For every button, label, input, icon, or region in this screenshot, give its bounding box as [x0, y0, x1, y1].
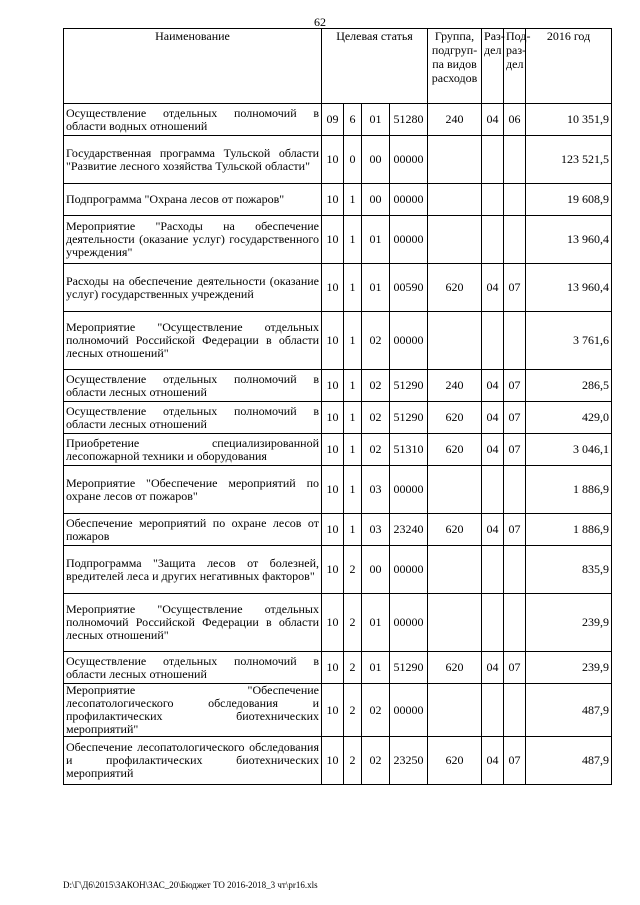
table-row: [64, 216, 612, 264]
target-code-4: 23240: [390, 514, 428, 546]
target-code-3: 00: [362, 184, 390, 216]
target-code-4: 51290: [390, 652, 428, 684]
target-code-2: 1: [344, 402, 362, 434]
row-name: Мероприятие "Расходы на обеспечение деятельности (оказание услуг) государственного учреждения": [64, 216, 322, 264]
target-code-3: 01: [362, 652, 390, 684]
target-code-3: 03: [362, 514, 390, 546]
table-row: [64, 104, 612, 136]
row-name: Приобретение специализированной лесопожарной техники и оборудования: [64, 434, 322, 466]
group-code: 620: [428, 652, 482, 684]
page-number: 62: [314, 15, 326, 29]
target-code-1: 10: [322, 136, 344, 184]
row-name: Государственная программа Тульской области "Развитие лесного хозяйства Тульской области": [64, 136, 322, 184]
table-row: [64, 737, 612, 785]
table-row: [64, 264, 612, 312]
header-target-article: Целевая статья: [322, 29, 428, 104]
amount: 19 608,9: [526, 184, 612, 216]
row-name: Подпрограмма "Охрана лесов от пожаров": [64, 184, 322, 216]
target-code-2: 1: [344, 514, 362, 546]
target-code-4: 51310: [390, 434, 428, 466]
target-code-3: 02: [362, 684, 390, 737]
amount: 239,9: [526, 594, 612, 652]
razdel-code: [482, 594, 504, 652]
group-code: [428, 136, 482, 184]
podrazdel-code: [504, 546, 526, 594]
podrazdel-code: 07: [504, 370, 526, 402]
amount: 13 960,4: [526, 264, 612, 312]
target-code-2: 1: [344, 370, 362, 402]
target-code-4: 51290: [390, 370, 428, 402]
table-row: [64, 136, 612, 184]
target-code-2: 2: [344, 652, 362, 684]
razdel-code: 04: [482, 370, 504, 402]
target-code-1: 10: [322, 184, 344, 216]
header-razdel: Раз-дел: [482, 29, 504, 104]
target-code-3: 01: [362, 216, 390, 264]
row-name: Расходы на обеспечение деятельности (оказание услуг) государственных учреждений: [64, 264, 322, 312]
target-code-3: 01: [362, 264, 390, 312]
target-code-4: 23250: [390, 737, 428, 785]
podrazdel-code: 07: [504, 402, 526, 434]
podrazdel-code: 07: [504, 737, 526, 785]
target-code-2: 0: [344, 136, 362, 184]
amount: 3 761,6: [526, 312, 612, 370]
header-name: Наименование: [64, 29, 322, 104]
target-code-2: 1: [344, 434, 362, 466]
target-code-1: 10: [322, 514, 344, 546]
target-code-1: 10: [322, 402, 344, 434]
target-code-3: 02: [362, 312, 390, 370]
razdel-code: [482, 466, 504, 514]
target-code-1: 10: [322, 652, 344, 684]
target-code-1: 10: [322, 737, 344, 785]
target-code-4: 51290: [390, 402, 428, 434]
amount: 429,0: [526, 402, 612, 434]
amount: 286,5: [526, 370, 612, 402]
group-code: [428, 546, 482, 594]
row-name: Осуществление отдельных полномочий в области лесных отношений: [64, 370, 322, 402]
target-code-2: 1: [344, 264, 362, 312]
podrazdel-code: [504, 312, 526, 370]
target-code-3: 02: [362, 737, 390, 785]
target-code-4: 00000: [390, 594, 428, 652]
razdel-code: 04: [482, 652, 504, 684]
group-code: [428, 684, 482, 737]
amount: 1 886,9: [526, 514, 612, 546]
razdel-code: [482, 136, 504, 184]
target-code-1: 10: [322, 434, 344, 466]
group-code: 620: [428, 264, 482, 312]
podrazdel-code: 07: [504, 652, 526, 684]
target-code-4: 51280: [390, 104, 428, 136]
podrazdel-code: 07: [504, 264, 526, 312]
razdel-code: [482, 216, 504, 264]
target-code-2: 1: [344, 184, 362, 216]
target-code-4: 00000: [390, 546, 428, 594]
podrazdel-code: 07: [504, 514, 526, 546]
table-row: [64, 546, 612, 594]
group-code: [428, 312, 482, 370]
razdel-code: 04: [482, 434, 504, 466]
podrazdel-code: [504, 184, 526, 216]
target-code-3: 00: [362, 136, 390, 184]
header-podrazdel: Под-раз-дел: [504, 29, 526, 104]
amount: 487,9: [526, 684, 612, 737]
razdel-code: 04: [482, 104, 504, 136]
target-code-2: 6: [344, 104, 362, 136]
target-code-2: 1: [344, 466, 362, 514]
amount: 10 351,9: [526, 104, 612, 136]
podrazdel-code: [504, 684, 526, 737]
target-code-4: 00590: [390, 264, 428, 312]
table-body: [64, 104, 612, 785]
target-code-1: 10: [322, 546, 344, 594]
target-code-3: 02: [362, 434, 390, 466]
target-code-4: 00000: [390, 184, 428, 216]
row-name: Осуществление отдельных полномочий в области лесных отношений: [64, 652, 322, 684]
razdel-code: 04: [482, 264, 504, 312]
row-name: Осуществление отдельных полномочий в области лесных отношений: [64, 402, 322, 434]
target-code-3: 00: [362, 546, 390, 594]
razdel-code: 04: [482, 737, 504, 785]
table-row: [64, 684, 612, 737]
target-code-1: 10: [322, 466, 344, 514]
group-code: 620: [428, 402, 482, 434]
row-name: Мероприятие "Обеспечение мероприятий по охране лесов от пожаров": [64, 466, 322, 514]
target-code-3: 02: [362, 370, 390, 402]
group-code: 240: [428, 104, 482, 136]
amount: 487,9: [526, 737, 612, 785]
amount: 13 960,4: [526, 216, 612, 264]
group-code: 620: [428, 434, 482, 466]
target-code-3: 01: [362, 104, 390, 136]
group-code: [428, 216, 482, 264]
target-code-2: 2: [344, 594, 362, 652]
row-name: Осуществление отдельных полномочий в области водных отношений: [64, 104, 322, 136]
target-code-1: 10: [322, 370, 344, 402]
row-name: Обеспечение мероприятий по охране лесов от пожаров: [64, 514, 322, 546]
table-row: [64, 184, 612, 216]
table-row: [64, 312, 612, 370]
podrazdel-code: 07: [504, 434, 526, 466]
podrazdel-code: [504, 594, 526, 652]
razdel-code: [482, 546, 504, 594]
podrazdel-code: 06: [504, 104, 526, 136]
header-group: Группа, подгруп-па видов расходов: [428, 29, 482, 104]
table-row: [64, 594, 612, 652]
razdel-code: 04: [482, 402, 504, 434]
target-code-1: 10: [322, 216, 344, 264]
row-name: Мероприятие "Обеспечение лесопатологического обследования и профилактических биотехнических мероприятий": [64, 684, 322, 737]
target-code-2: 2: [344, 737, 362, 785]
target-code-4: 00000: [390, 684, 428, 737]
target-code-4: 00000: [390, 216, 428, 264]
table-row: [64, 370, 612, 402]
table-row: [64, 434, 612, 466]
group-code: [428, 466, 482, 514]
podrazdel-code: [504, 136, 526, 184]
group-code: 240: [428, 370, 482, 402]
row-name: Мероприятие "Осуществление отдельных полномочий Российской Федерации в области лесных отношений": [64, 312, 322, 370]
razdel-code: [482, 312, 504, 370]
row-name: Мероприятие "Осуществление отдельных полномочий Российской Федерации в области лесных отношений": [64, 594, 322, 652]
target-code-2: 1: [344, 312, 362, 370]
amount: 239,9: [526, 652, 612, 684]
target-code-3: 01: [362, 594, 390, 652]
table-row: [64, 652, 612, 684]
target-code-4: 00000: [390, 312, 428, 370]
table-header-row: [64, 29, 612, 104]
target-code-1: 10: [322, 684, 344, 737]
amount: 835,9: [526, 546, 612, 594]
podrazdel-code: [504, 216, 526, 264]
razdel-code: 04: [482, 514, 504, 546]
group-code: 620: [428, 737, 482, 785]
amount: 1 886,9: [526, 466, 612, 514]
row-name: Подпрограмма "Защита лесов от болезней, вредителей леса и других негативных факторов": [64, 546, 322, 594]
podrazdel-code: [504, 466, 526, 514]
target-code-4: 00000: [390, 136, 428, 184]
target-code-1: 10: [322, 264, 344, 312]
target-code-3: 03: [362, 466, 390, 514]
header-year: 2016 год: [526, 29, 612, 104]
target-code-2: 2: [344, 546, 362, 594]
target-code-1: 10: [322, 312, 344, 370]
target-code-1: 10: [322, 594, 344, 652]
row-name: Обеспечение лесопатологического обследования и профилактических биотехнических мероприятий: [64, 737, 322, 785]
target-code-3: 02: [362, 402, 390, 434]
group-code: [428, 184, 482, 216]
budget-table: [63, 28, 612, 785]
table-row: [64, 466, 612, 514]
group-code: [428, 594, 482, 652]
target-code-2: 2: [344, 684, 362, 737]
footer-file-path: D:\Г\Д6\2015\ЗАКОН\ЗАС_20\Бюджет ТО 2016-2018_3 чт\pr16.xls: [63, 880, 318, 890]
amount: 3 046,1: [526, 434, 612, 466]
table-row: [64, 402, 612, 434]
table-row: [64, 514, 612, 546]
group-code: 620: [428, 514, 482, 546]
target-code-2: 1: [344, 216, 362, 264]
razdel-code: [482, 684, 504, 737]
target-code-1: 09: [322, 104, 344, 136]
target-code-4: 00000: [390, 466, 428, 514]
razdel-code: [482, 184, 504, 216]
amount: 123 521,5: [526, 136, 612, 184]
